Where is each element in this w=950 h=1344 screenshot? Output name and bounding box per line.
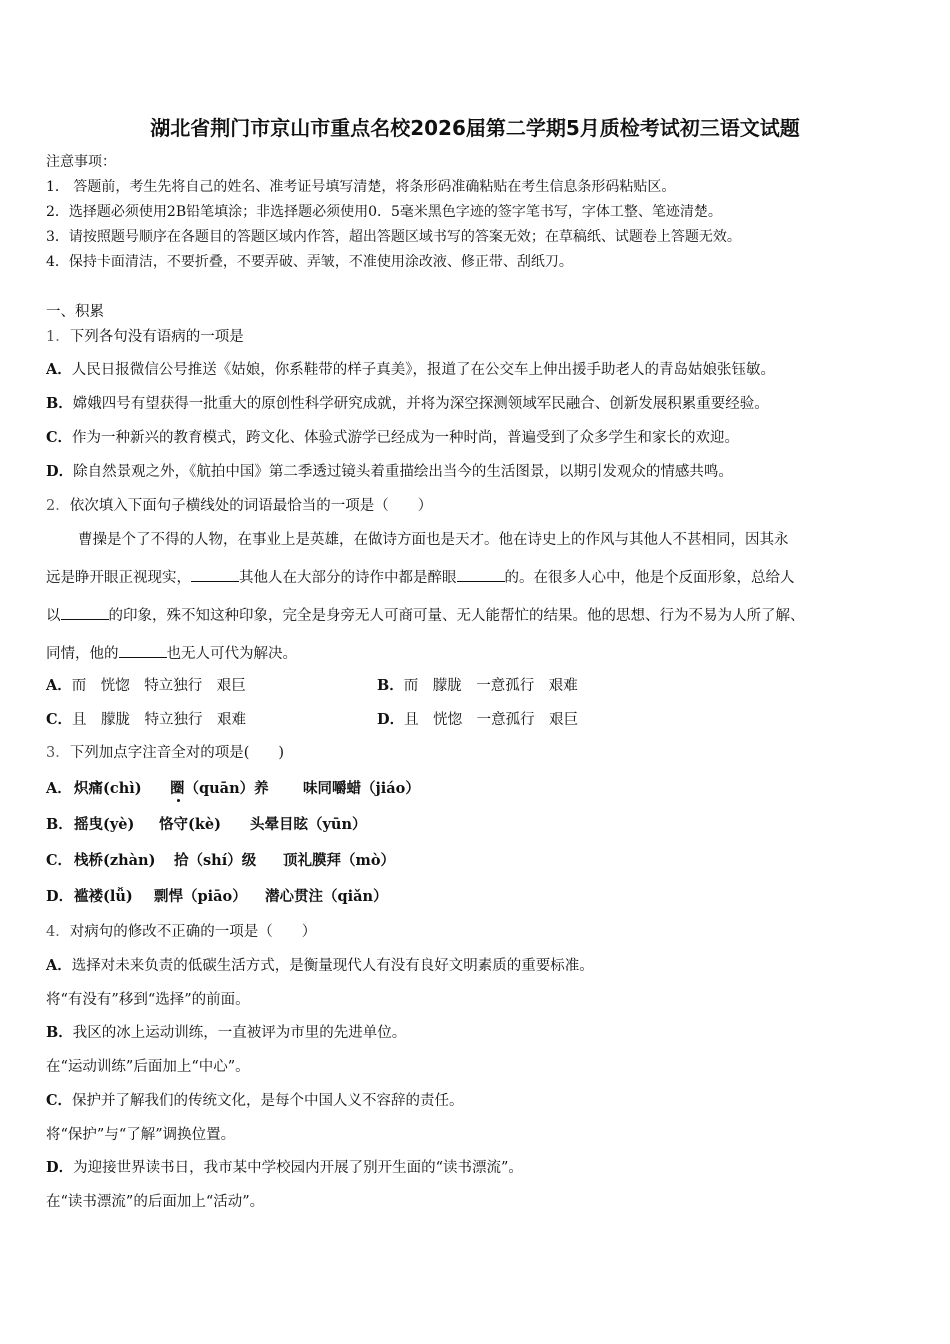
q1-option-a xyxy=(46,360,775,380)
q2-option-a xyxy=(46,676,246,696)
notice-heading: 注意事项： xyxy=(46,154,116,170)
notice-item-2: 2．选择题必须使用2B铅笔填涂；非选择题必须使用0．5毫米黑色字迹的签字笔书写，字体工整、笔迹清楚。 xyxy=(46,204,722,220)
q2-option-c xyxy=(46,710,246,730)
option-label: B． xyxy=(46,1024,73,1041)
option-text: 除自然景观之外，《航拍中国》第二季透过镜头着重描绘出当今的生活图景，以期引发观众的情感共鸣。 xyxy=(73,464,733,480)
question-text: 下列加点字注音全对的项是( ) xyxy=(69,745,285,761)
q3-option-c-item-1: 栈桥(zhàn) xyxy=(74,852,156,869)
fill-blank xyxy=(457,567,505,582)
q3-option-a-item-3: 味同嚼蜡（jiáo） xyxy=(303,780,420,797)
option-text: 我区的冰上运动训练，一直被评为市里的先进单位。 xyxy=(72,1025,407,1041)
q4-option-d-fix: 在“读书漂流”的后面加上“活动”。 xyxy=(46,1194,265,1210)
option-text: 保护并了解我们的传统文化，是每个中国人义不容辞的责任。 xyxy=(72,1093,464,1109)
option-label: A． xyxy=(46,677,72,694)
q3-option-d-item-2: 剽悍（piāo） xyxy=(154,888,247,905)
option-label: C． xyxy=(46,1092,73,1109)
fill-blank xyxy=(119,643,167,658)
q3-option-a-item-2 xyxy=(170,779,269,799)
question-text: 依次填入下面句子横线处的词语最恰当的一项是（ ） xyxy=(69,498,433,514)
option-text: 作为一种新兴的教育模式，跨文化、体验式游学已经成为一种时尚，普遍受到了众多学生和家长的欢迎。 xyxy=(72,430,740,446)
notice-item-1: 1． 答题前，考生先将自己的姓名、准考证号填写清楚，将条形码准确粘贴在考生信息条形码粘贴区。 xyxy=(46,179,676,195)
option-text: 而 恍惚 特立独行 艰巨 xyxy=(71,678,246,694)
q4-option-b xyxy=(46,1023,406,1043)
q4-option-a xyxy=(46,956,594,976)
q3-option-b-item-2: 恪守(kè) xyxy=(159,816,221,833)
q2-option-d xyxy=(377,710,578,730)
q3-option-a-label: A． xyxy=(46,780,72,797)
q3-option-d-label: D． xyxy=(46,888,74,905)
question-1-stem xyxy=(46,327,244,347)
passage-text: 的。在很多人心中，他是个反面形象，总给人 xyxy=(504,570,795,586)
q4-option-a-fix: 将“有没有”移到“选择”的前面。 xyxy=(46,992,250,1008)
notice-item-3: 3．请按照题号顺序在各题目的答题区域内作答，超出答题区域书写的答案无效；在草稿纸、试题卷上答题无效。 xyxy=(46,229,741,245)
section-heading: 一、积累 xyxy=(46,304,104,320)
question-3-stem xyxy=(46,743,284,763)
q4-option-c xyxy=(46,1091,464,1111)
option-label: C． xyxy=(46,711,73,728)
q2-passage-line-3 xyxy=(46,605,906,626)
question-number: 4． xyxy=(46,924,70,940)
question-4-stem xyxy=(46,922,316,942)
question-number: 2． xyxy=(46,498,70,514)
q2-option-b xyxy=(377,676,578,696)
q3-option-b-item-3: 头晕目眩（yūn） xyxy=(250,816,367,833)
q4-option-c-fix: 将“保护”与“了解”调换位置。 xyxy=(46,1127,236,1143)
q3-option-c-label: C． xyxy=(46,852,73,869)
question-text: 对病句的修改不正确的一项是（ ） xyxy=(69,924,317,940)
passage-text: 的印象，殊不知这种印象，完全是身旁无人可商可量、无人能帮忙的结果。他的思想、行为不易为人所了解、 xyxy=(108,608,805,624)
question-number: 3． xyxy=(46,745,70,761)
q4-option-b-fix: 在“运动训练”后面加上“中心”。 xyxy=(46,1059,250,1075)
q3-option-c-item-2: 拾（shí）级 xyxy=(174,852,257,869)
passage-text: 也无人可代为解决。 xyxy=(166,646,297,662)
passage-text: 其他人在大部分的诗作中都是醉眼 xyxy=(239,570,457,586)
option-label: D． xyxy=(46,1159,74,1176)
q3-option-c-item-3: 顶礼膜拜（mò） xyxy=(283,852,396,869)
option-label: C． xyxy=(46,429,73,446)
q3-option-b-label: B． xyxy=(46,816,73,833)
q1-option-b xyxy=(46,394,769,414)
option-text: 人民日报微信公号推送《姑娘，你系鞋带的样子真美》，报道了在公交车上伸出援手助老人的青岛姑娘张钰敏。 xyxy=(71,362,776,378)
page-title: 湖北省荆门市京山市重点名校2026届第二学期5月质检考试初三语文试题 xyxy=(150,116,800,140)
q1-option-c xyxy=(46,428,739,448)
option-text: 为迎接世界读书日，我市某中学校园内开展了别开生面的“读书漂流”。 xyxy=(73,1160,523,1176)
dotted-char: 圈 xyxy=(170,780,185,797)
option-text: 且 朦胧 特立独行 艰难 xyxy=(72,712,247,728)
q3-option-d-item-3: 潜心贯注（qiǎn） xyxy=(265,888,388,905)
option-text: 嫦娥四号有望获得一批重大的原创性科学研究成就，并将为深空探测领域军民融合、创新发展积累重要经验。 xyxy=(72,396,769,412)
option-text: 选择对未来负责的低碳生活方式，是衡量现代人有没有良好文明素质的重要标准。 xyxy=(71,958,594,974)
option-label: B． xyxy=(46,395,73,412)
option-label: A． xyxy=(46,957,72,974)
q2-passage-line-1: 曹操是个了不得的人物，在事业上是英雄，在做诗方面也是天才。他在诗史上的作风与其他人不甚相同，因其永 xyxy=(78,532,789,548)
q3-option-a-item-1: 炽痛(chì) xyxy=(74,780,142,797)
option-label: A． xyxy=(46,361,72,378)
question-2-stem xyxy=(46,496,432,516)
option-label: D． xyxy=(377,711,405,728)
option-text: 且 恍惚 一意孤行 艰巨 xyxy=(404,712,579,728)
fill-blank xyxy=(191,567,239,582)
q2-passage-line-2 xyxy=(46,567,906,588)
q2-passage-line-4 xyxy=(46,643,906,664)
passage-text: 同情，他的 xyxy=(46,646,119,662)
fill-blank xyxy=(61,605,109,620)
pinyin-text: （quān）养 xyxy=(184,780,269,797)
option-label: B． xyxy=(377,677,404,694)
q4-option-d xyxy=(46,1158,523,1178)
notice-item-4: 4．保持卡面清洁，不要折叠，不要弄破、弄皱，不准使用涂改液、修正带、刮纸刀。 xyxy=(46,254,573,270)
question-number: 1． xyxy=(46,329,70,345)
passage-text: 远是睁开眼正视现实， xyxy=(46,570,191,586)
passage-text: 以 xyxy=(46,608,61,624)
q1-option-d xyxy=(46,462,733,482)
q3-option-d-item-1: 褴褛(lǚ) xyxy=(74,888,133,905)
question-text: 下列各句没有语病的一项是 xyxy=(69,329,244,345)
q3-option-b-item-1: 摇曳(yè) xyxy=(74,816,135,833)
option-label: D． xyxy=(46,463,74,480)
option-text: 而 朦胧 一意孤行 艰难 xyxy=(403,678,578,694)
